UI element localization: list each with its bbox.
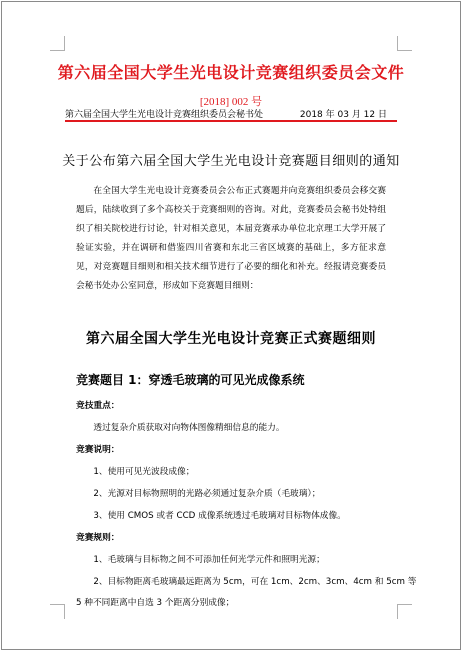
intro-paragraph: 在全国大学生光电设计竞赛委员会公布正式赛题并向竞赛组织委员会移交赛题后，陆续收到了多个高校关于竞赛细则的咨询。对此，竞赛委员会秘书处特组织了相关院校进行讨论，针对相关意见，本届竞赛承办单位北京理工大学开展了验证实验，并在调研和借鉴四川省赛和东北三省区域赛的基础上，多方征求意见，对竞赛题目细则和相关技术细节进行了必要的细化和补充。经报请竞赛委员会秘书处办公室同意，形成如下竞赛题目细则： bbox=[76, 186, 386, 291]
rule-item-2: 2、目标物距离毛玻璃最远距离为 5cm，可在 1cm、2cm、3cm、4cm 和 5cm 等 bbox=[93, 577, 417, 587]
description-item-1: 1、使用可见光波段成像； bbox=[93, 467, 195, 477]
crop-mark-bottom-left bbox=[50, 604, 65, 619]
crop-mark-top-left bbox=[50, 36, 65, 51]
crop-mark-bottom-right bbox=[397, 604, 412, 619]
rules-title: 第六届全国大学生光电设计竞赛正式赛题细则 bbox=[86, 331, 376, 347]
document-number: [2018] 002 号 bbox=[199, 96, 263, 108]
topic-title: 竞赛题目 1：穿透毛玻璃的可见光成像系统 bbox=[76, 373, 305, 387]
description-item-3: 3、使用 CMOS 或者 CCD 成像系统透过毛玻璃对目标物体成像。 bbox=[93, 511, 346, 521]
key-points-text: 透过复杂介质获取对向物体图像精细信息的能力。 bbox=[93, 423, 285, 433]
issuer-line bbox=[65, 107, 397, 120]
document-page bbox=[1, 1, 461, 650]
issue-date: 2018 年 03 月 12 日 bbox=[299, 110, 387, 120]
rule-item-1: 1、毛玻璃与目标物之间不可添加任何光学元件和照明光源； bbox=[93, 555, 325, 565]
notice-title: 关于公布第六届全国大学生光电设计竞赛题目细则的通知 bbox=[62, 154, 400, 169]
document-header bbox=[2, 60, 460, 109]
crop-mark-top-right bbox=[397, 36, 412, 51]
issuer: 第六届全国大学生光电设计竞赛组织委员会秘书处 bbox=[65, 110, 264, 120]
header-title: 第六届全国大学生光电设计竞赛组织委员会文件 bbox=[57, 63, 405, 82]
rules-heading: 竞赛规则： bbox=[76, 533, 120, 543]
red-divider bbox=[65, 120, 397, 122]
description-item-2: 2、光源对目标物照明的光路必须通过复杂介质（毛玻璃）； bbox=[93, 489, 321, 499]
rules-body bbox=[76, 395, 417, 614]
description-heading: 竞赛说明： bbox=[76, 445, 120, 455]
key-points-heading: 竞技重点： bbox=[76, 401, 120, 411]
rule-item-2-continued: 5 种不同距离中自选 3 个距离分别成像； bbox=[76, 598, 235, 608]
